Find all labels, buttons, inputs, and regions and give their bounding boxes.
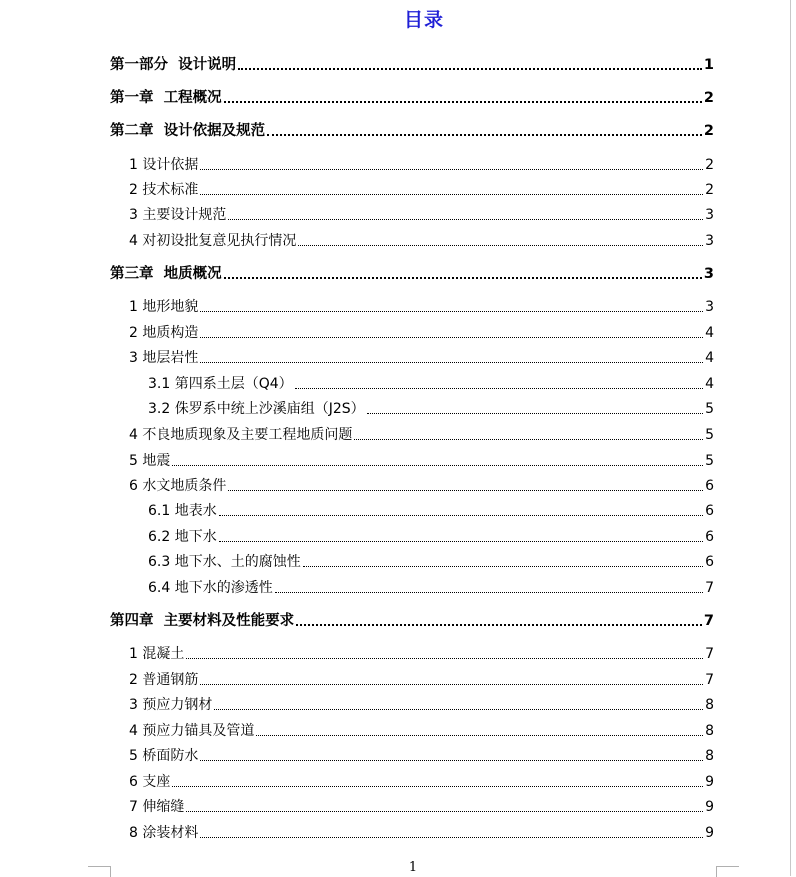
toc-entry-label: 7 伸缩缝 xyxy=(129,799,185,815)
toc-dot-leader xyxy=(200,194,703,195)
toc-section-entry[interactable] xyxy=(129,154,714,174)
toc-dot-leader xyxy=(186,658,703,659)
toc-entry-label: 3 主要设计规范 xyxy=(129,207,227,223)
toc-entry-label: 4 对初设批复意见执行情况 xyxy=(129,233,297,249)
toc-entry-page: 3 xyxy=(703,266,714,282)
toc-dot-leader xyxy=(214,709,703,710)
toc-subsection-entry[interactable] xyxy=(148,373,714,393)
toc-section-entry[interactable] xyxy=(129,347,714,367)
toc-subsection-entry[interactable] xyxy=(148,577,714,597)
toc-entry-label: 3 地层岩性 xyxy=(129,350,199,366)
toc-entry-page: 9 xyxy=(705,774,714,790)
toc-dot-leader xyxy=(186,811,703,812)
toc-dot-leader xyxy=(303,566,703,567)
toc-entry-label: 2 地质构造 xyxy=(129,325,199,341)
toc-entry-page: 9 xyxy=(705,799,714,815)
toc-entry-label: 第四章 主要材料及性能要求 xyxy=(110,613,295,629)
toc-entry-label: 6 水文地质条件 xyxy=(129,478,227,494)
toc-entry-label: 3.2 侏罗系中统上沙溪庙组（J2S） xyxy=(148,401,365,417)
toc-subsection-entry[interactable] xyxy=(148,398,714,418)
toc-entry-page: 8 xyxy=(705,723,714,739)
toc-entry-label: 1 地形地貌 xyxy=(129,299,199,315)
toc-entry-page: 6 xyxy=(705,529,714,545)
toc-section-entry[interactable] xyxy=(129,771,714,791)
toc-chapter-entry[interactable] xyxy=(110,87,714,107)
toc-entry-page: 9 xyxy=(705,825,714,841)
toc-section-entry[interactable] xyxy=(129,475,714,495)
toc-entry-label: 4 预应力锚具及管道 xyxy=(129,723,255,739)
toc-dot-leader xyxy=(267,134,702,136)
toc-dot-leader xyxy=(295,388,703,389)
toc-entry-label: 6.4 地下水的渗透性 xyxy=(148,580,273,596)
toc-section-entry[interactable] xyxy=(129,296,714,316)
toc-section-entry[interactable] xyxy=(129,204,714,224)
toc-dot-leader xyxy=(200,837,703,838)
toc-entry-page: 6 xyxy=(705,503,714,519)
toc-entry-label: 5 地震 xyxy=(129,453,171,469)
toc-entry-page: 3 xyxy=(705,207,714,223)
toc-dot-leader xyxy=(219,541,703,542)
toc-entry-label: 1 混凝土 xyxy=(129,646,185,662)
toc-title: 目录 xyxy=(403,9,444,31)
toc-section-entry[interactable] xyxy=(129,720,714,740)
toc-dot-leader xyxy=(298,245,703,246)
toc-dot-leader xyxy=(367,413,703,414)
toc-subsection-entry[interactable] xyxy=(148,526,714,546)
page-corner-mark-left xyxy=(88,866,111,877)
toc-entry-page: 4 xyxy=(705,376,714,392)
toc-section-entry[interactable] xyxy=(129,796,714,816)
toc-entry-page: 5 xyxy=(705,427,714,443)
page-corner-mark-right xyxy=(716,866,739,877)
toc-entry-page: 8 xyxy=(705,748,714,764)
toc-entry-page: 2 xyxy=(705,182,714,198)
toc-dot-leader xyxy=(228,219,703,220)
toc-dot-leader xyxy=(200,337,703,338)
toc-entry-page: 4 xyxy=(705,350,714,366)
toc-section-entry[interactable] xyxy=(129,424,714,444)
toc-dot-leader xyxy=(238,68,702,70)
toc-chapter-entry[interactable] xyxy=(110,54,714,74)
toc-entry-page: 3 xyxy=(705,233,714,249)
toc-dot-leader xyxy=(200,362,703,363)
toc-entry-label: 3 预应力钢材 xyxy=(129,697,213,713)
toc-dot-leader xyxy=(200,311,703,312)
toc-dot-leader xyxy=(200,760,703,761)
toc-entry-label: 5 桥面防水 xyxy=(129,748,199,764)
page-number: 1 xyxy=(408,860,418,875)
toc-dot-leader xyxy=(200,684,703,685)
toc-entry-label: 第二章 设计依据及规范 xyxy=(110,123,266,139)
toc-entry-page: 5 xyxy=(705,401,714,417)
toc-entry-page: 5 xyxy=(705,453,714,469)
toc-chapter-entry[interactable] xyxy=(110,120,714,140)
toc-dot-leader xyxy=(354,439,703,440)
toc-dot-leader xyxy=(275,592,703,593)
toc-section-entry[interactable] xyxy=(129,745,714,765)
toc-entry-label: 第三章 地质概况 xyxy=(110,266,222,282)
toc-section-entry[interactable] xyxy=(129,643,714,663)
toc-dot-leader xyxy=(224,101,702,103)
toc-entry-page: 8 xyxy=(705,697,714,713)
toc-entry-page: 2 xyxy=(705,157,714,173)
toc-entry-page: 7 xyxy=(705,672,714,688)
toc-entry-page: 1 xyxy=(703,57,714,73)
toc-entry-label: 第一部分 设计说明 xyxy=(110,57,237,73)
toc-entry-page: 6 xyxy=(705,554,714,570)
toc-section-entry[interactable] xyxy=(129,322,714,342)
toc-section-entry[interactable] xyxy=(129,822,714,842)
toc-entry-page: 4 xyxy=(705,325,714,341)
toc-dot-leader xyxy=(296,624,702,626)
toc-entry-label: 6.2 地下水 xyxy=(148,529,217,545)
toc-entry-label: 8 涂装材料 xyxy=(129,825,199,841)
toc-entry-page: 2 xyxy=(703,90,714,106)
toc-entry-page: 6 xyxy=(705,478,714,494)
toc-entry-label: 6.3 地下水、土的腐蚀性 xyxy=(148,554,301,570)
toc-section-entry[interactable] xyxy=(129,450,714,470)
toc-chapter-entry[interactable] xyxy=(110,610,714,630)
toc-entry-label: 4 不良地质现象及主要工程地质问题 xyxy=(129,427,353,443)
toc-entry-page: 7 xyxy=(705,646,714,662)
toc-entry-page: 7 xyxy=(705,580,714,596)
toc-entry-page: 2 xyxy=(703,123,714,139)
toc-section-entry[interactable] xyxy=(129,230,714,250)
toc-entry-page: 7 xyxy=(703,613,714,629)
toc-chapter-entry[interactable] xyxy=(110,263,714,283)
toc-dot-leader xyxy=(228,490,703,491)
toc-dot-leader xyxy=(172,786,703,787)
toc-entry-label: 第一章 工程概况 xyxy=(110,90,222,106)
toc-entry-label: 1 设计依据 xyxy=(129,157,199,173)
toc-entry-label: 3.1 第四系土层（Q4） xyxy=(148,376,293,392)
toc-dot-leader xyxy=(256,735,703,736)
toc-section-entry[interactable] xyxy=(129,694,714,714)
toc-dot-leader xyxy=(224,277,702,279)
toc-dot-leader xyxy=(219,515,703,516)
toc-entry-label: 6.1 地表水 xyxy=(148,503,217,519)
toc-entry-page: 3 xyxy=(705,299,714,315)
toc-entry-label: 2 普通钢筋 xyxy=(129,672,199,688)
page-edge-line xyxy=(790,0,791,876)
toc-section-entry[interactable] xyxy=(129,179,714,199)
toc-subsection-entry[interactable] xyxy=(148,551,714,571)
toc-dot-leader xyxy=(200,169,703,170)
toc-entry-label: 6 支座 xyxy=(129,774,171,790)
toc-dot-leader xyxy=(172,465,703,466)
toc-section-entry[interactable] xyxy=(129,669,714,689)
toc-entry-label: 2 技术标准 xyxy=(129,182,199,198)
toc-subsection-entry[interactable] xyxy=(148,500,714,520)
